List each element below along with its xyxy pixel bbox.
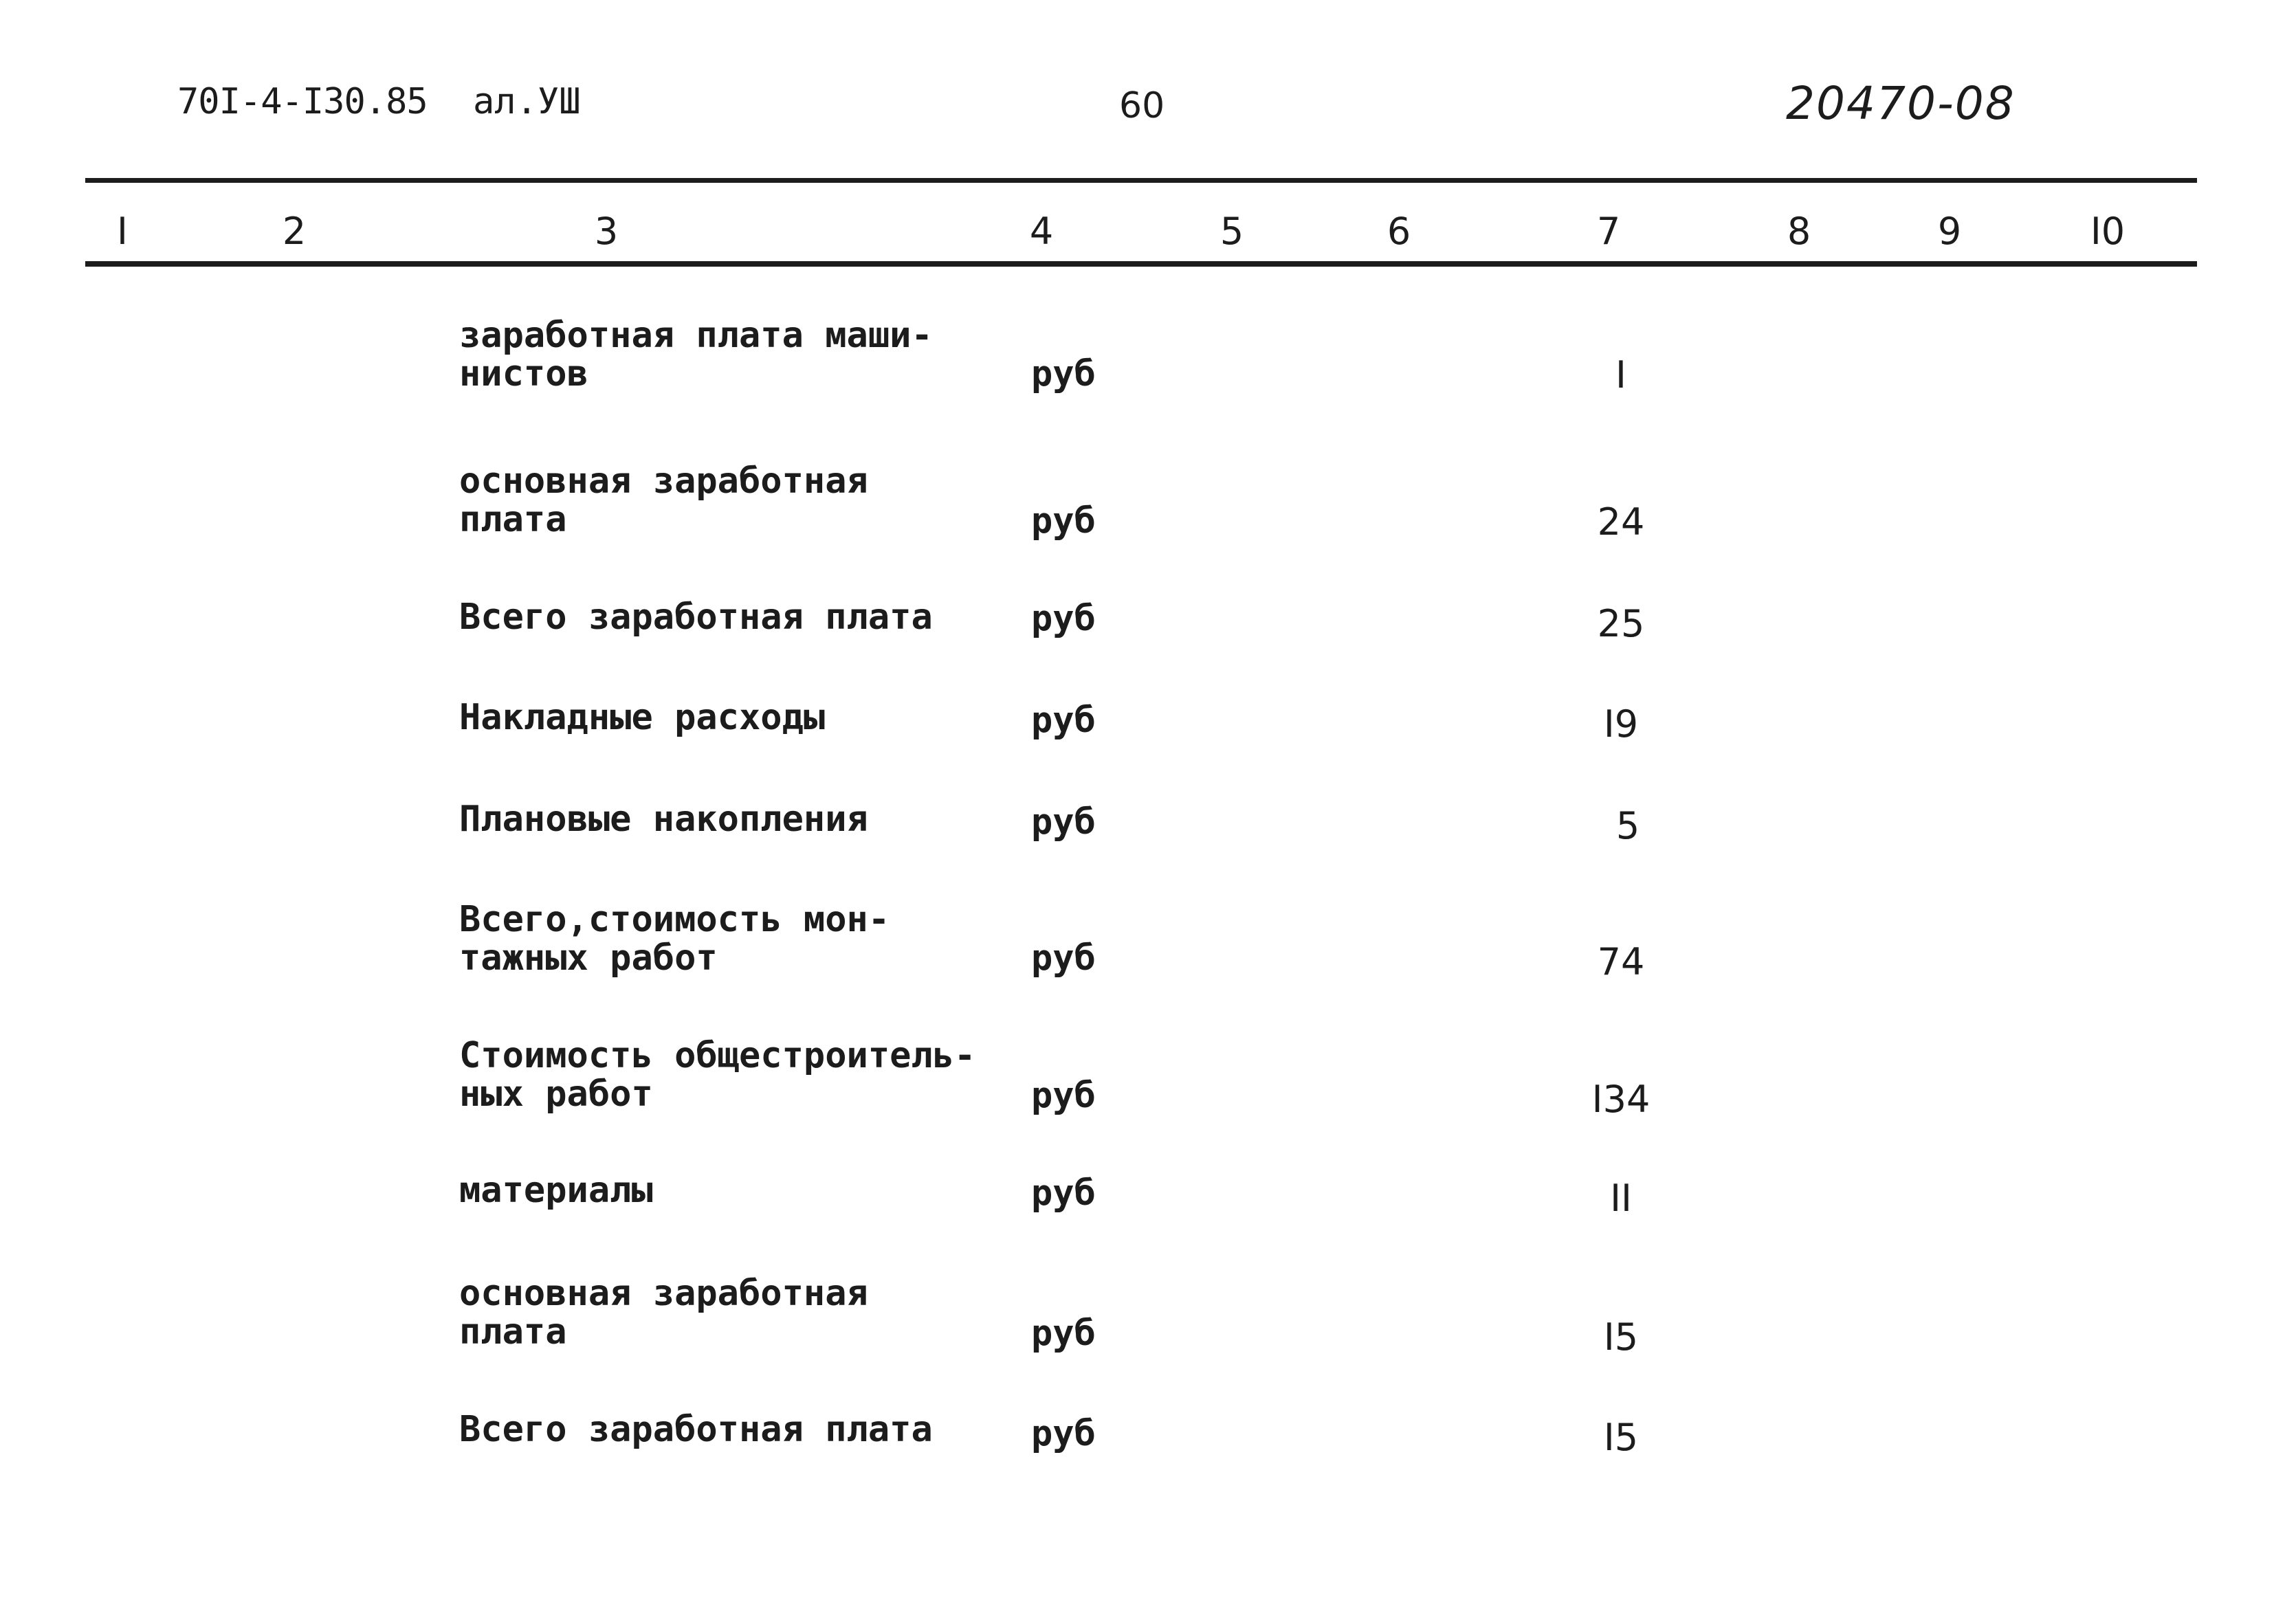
sheet-label: ал.УШ — [473, 81, 581, 122]
column-number: 4 — [1029, 210, 1054, 253]
column-number: 7 — [1596, 210, 1621, 253]
table-header-rule — [85, 261, 2197, 267]
inventory-number: 20470-08 — [1786, 77, 2016, 130]
row-value: I5 — [1603, 1315, 1639, 1359]
column-number: 5 — [1219, 210, 1244, 253]
row-value: 25 — [1597, 602, 1645, 645]
row-label: основная заработная плата — [459, 460, 868, 540]
table-top-rule — [85, 178, 2197, 183]
column-number: I0 — [2090, 210, 2126, 253]
row-label: материалы — [459, 1170, 653, 1211]
row-unit: руб — [1031, 1172, 1096, 1214]
row-label: Всего заработная плата — [459, 597, 933, 638]
row-unit: руб — [1031, 353, 1096, 394]
row-label: Всего,стоимость мон- тажных работ — [459, 899, 890, 979]
page-number: 60 — [1119, 85, 1165, 126]
row-label: Всего заработная плата — [459, 1409, 933, 1450]
row-value: I5 — [1603, 1416, 1639, 1459]
row-value: 74 — [1597, 940, 1645, 983]
row-unit: руб — [1031, 598, 1096, 639]
row-value: I34 — [1591, 1078, 1651, 1121]
column-number: 6 — [1387, 210, 1411, 253]
row-value: 24 — [1597, 500, 1645, 544]
row-unit: руб — [1031, 937, 1096, 979]
row-label: Стоимость общестроитель- ных работ — [459, 1035, 976, 1115]
row-label: Накладные расходы — [459, 697, 826, 738]
row-value: I — [1615, 353, 1626, 397]
row-value: II — [1610, 1177, 1632, 1220]
row-label: заработная плата маши- нистов — [459, 315, 933, 394]
row-value: 5 — [1615, 804, 1640, 847]
row-unit: руб — [1031, 700, 1096, 741]
row-unit: руб — [1031, 801, 1096, 843]
document-code: 70I-4-I30.85 — [177, 81, 428, 122]
row-unit: руб — [1031, 500, 1096, 542]
column-number: 8 — [1787, 210, 1811, 253]
column-number: I — [117, 210, 128, 253]
row-unit: руб — [1031, 1075, 1096, 1116]
column-number: 3 — [594, 210, 619, 253]
row-label: Плановые накопления — [459, 799, 868, 840]
row-value: I9 — [1603, 702, 1639, 746]
column-number: 2 — [282, 210, 307, 253]
row-label: основная заработная плата — [459, 1273, 868, 1353]
row-unit: руб — [1031, 1313, 1096, 1354]
column-number: 9 — [1937, 210, 1962, 253]
row-unit: руб — [1031, 1413, 1096, 1454]
